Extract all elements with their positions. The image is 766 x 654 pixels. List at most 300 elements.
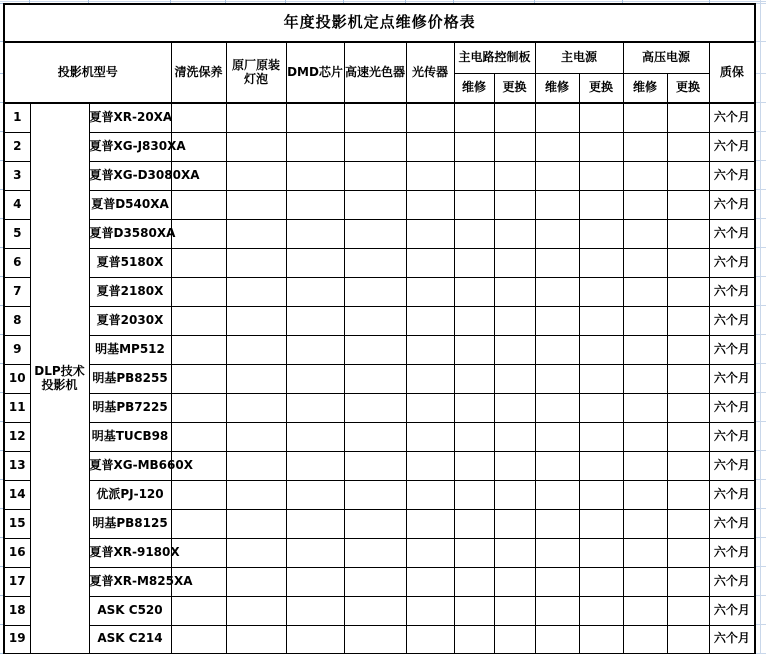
price-cell-clean [171, 248, 226, 277]
price-cell-hv-psu-replace [667, 509, 709, 538]
price-cell-main-psu-repair [535, 625, 579, 654]
gridline [756, 479, 766, 480]
price-cell-hv-psu-replace [667, 161, 709, 190]
row-number: 11 [4, 393, 30, 422]
price-cell-color-wheel [344, 596, 406, 625]
price-cell-hv-psu-replace [667, 625, 709, 654]
price-cell-color-wheel [344, 364, 406, 393]
model-cell: 明基MP512 [89, 335, 171, 364]
table-row [4, 364, 755, 393]
price-cell-mainboard-replace [494, 480, 535, 509]
header-dmd: DMD芯片 [286, 42, 344, 103]
price-cell-hv-psu-repair [623, 596, 667, 625]
price-cell-light-sensor [406, 422, 454, 451]
table-row [4, 190, 755, 219]
price-cell-main-psu-replace [579, 538, 623, 567]
price-cell-dmd [286, 451, 344, 480]
price-cell-color-wheel [344, 219, 406, 248]
table-row [4, 393, 755, 422]
price-cell-hv-psu-replace [667, 306, 709, 335]
price-cell-mainboard-repair [454, 248, 494, 277]
price-cell-light-sensor [406, 248, 454, 277]
price-cell-mainboard-repair [454, 190, 494, 219]
gridline [0, 595, 3, 596]
row-number: 17 [4, 567, 30, 596]
price-cell-color-wheel [344, 306, 406, 335]
price-cell-light-sensor [406, 306, 454, 335]
price-cell-mainboard-repair [454, 364, 494, 393]
price-cell-lamp [226, 306, 286, 335]
gridline [756, 392, 766, 393]
table-row [4, 596, 755, 625]
price-cell-dmd [286, 335, 344, 364]
model-cell: 夏普D540XA [89, 190, 171, 219]
model-cell: 夏普XR-9180X [89, 538, 171, 567]
row-number: 6 [4, 248, 30, 277]
price-cell-color-wheel [344, 132, 406, 161]
price-cell-mainboard-replace [494, 219, 535, 248]
price-cell-mainboard-replace [494, 451, 535, 480]
gridline [405, 0, 406, 3]
price-cell-hv-psu-repair [623, 277, 667, 306]
price-cell-mainboard-replace [494, 103, 535, 132]
price-cell-color-wheel [344, 625, 406, 654]
price-cell-hv-psu-repair [623, 364, 667, 393]
price-cell-mainboard-replace [494, 422, 535, 451]
gridline [756, 421, 766, 422]
table-row [4, 335, 755, 364]
price-cell-main-psu-replace [579, 509, 623, 538]
price-table [3, 3, 756, 654]
price-cell-hv-psu-replace [667, 480, 709, 509]
gridline [756, 131, 766, 132]
price-cell-hv-psu-replace [667, 538, 709, 567]
price-cell-mainboard-repair [454, 451, 494, 480]
price-cell-color-wheel [344, 538, 406, 567]
warranty-cell: 六个月 [709, 364, 755, 393]
row-number: 2 [4, 132, 30, 161]
gridline [756, 73, 766, 74]
table-row [4, 451, 755, 480]
model-cell: 夏普XG-D3080XA [89, 161, 171, 190]
price-cell-lamp [226, 248, 286, 277]
price-cell-main-psu-repair [535, 480, 579, 509]
gridline [756, 218, 766, 219]
price-cell-mainboard-repair [454, 538, 494, 567]
price-cell-lamp [226, 393, 286, 422]
gridline [170, 0, 171, 3]
table-row [4, 306, 755, 335]
price-cell-light-sensor [406, 132, 454, 161]
model-cell: 夏普5180X [89, 248, 171, 277]
model-cell: 夏普XG-MB660X [89, 451, 171, 480]
price-cell-color-wheel [344, 335, 406, 364]
row-number: 18 [4, 596, 30, 625]
gridline [756, 537, 766, 538]
price-cell-color-wheel [344, 103, 406, 132]
table-row [4, 480, 755, 509]
gridline [0, 392, 3, 393]
price-cell-light-sensor [406, 103, 454, 132]
price-cell-lamp [226, 103, 286, 132]
price-cell-hv-psu-replace [667, 248, 709, 277]
model-cell: 夏普2180X [89, 277, 171, 306]
price-cell-mainboard-repair [454, 132, 494, 161]
price-cell-mainboard-repair [454, 480, 494, 509]
gridline [756, 3, 766, 4]
price-cell-dmd [286, 161, 344, 190]
price-cell-lamp [226, 219, 286, 248]
gridline [756, 276, 766, 277]
model-cell: ASK C520 [89, 596, 171, 625]
price-cell-main-psu-replace [579, 190, 623, 219]
model-cell: 明基PB7225 [89, 393, 171, 422]
price-cell-main-psu-repair [535, 393, 579, 422]
price-cell-lamp [226, 132, 286, 161]
price-cell-lamp [226, 480, 286, 509]
model-cell: 夏普XR-M825XA [89, 567, 171, 596]
header-model: 投影机型号 [4, 42, 171, 103]
price-cell-clean [171, 335, 226, 364]
price-cell-color-wheel [344, 190, 406, 219]
model-cell: 夏普D3580XA [89, 219, 171, 248]
gridline [756, 566, 766, 567]
header-hv-psu-replace: 更换 [667, 74, 709, 104]
price-cell-color-wheel [344, 480, 406, 509]
price-cell-hv-psu-repair [623, 422, 667, 451]
warranty-cell: 六个月 [709, 451, 755, 480]
row-number: 7 [4, 277, 30, 306]
warranty-cell: 六个月 [709, 480, 755, 509]
warranty-cell: 六个月 [709, 306, 755, 335]
table-row [4, 538, 755, 567]
warranty-cell: 六个月 [709, 277, 755, 306]
table-row [4, 248, 755, 277]
price-cell-mainboard-replace [494, 132, 535, 161]
gridline [0, 102, 3, 103]
gridline [0, 421, 3, 422]
price-cell-mainboard-replace [494, 596, 535, 625]
gridline [343, 0, 344, 3]
warranty-cell: 六个月 [709, 567, 755, 596]
gridline [0, 218, 3, 219]
gridline [0, 73, 3, 74]
price-cell-color-wheel [344, 567, 406, 596]
table-row [4, 161, 755, 190]
price-cell-main-psu-replace [579, 364, 623, 393]
table-row [4, 132, 755, 161]
price-cell-lamp [226, 567, 286, 596]
price-cell-main-psu-repair [535, 190, 579, 219]
warranty-cell: 六个月 [709, 103, 755, 132]
row-number: 4 [4, 190, 30, 219]
table-row [4, 422, 755, 451]
price-cell-color-wheel [344, 161, 406, 190]
price-cell-main-psu-repair [535, 538, 579, 567]
price-cell-light-sensor [406, 364, 454, 393]
price-cell-main-psu-replace [579, 277, 623, 306]
gridline [0, 276, 3, 277]
price-cell-hv-psu-repair [623, 451, 667, 480]
row-number: 15 [4, 509, 30, 538]
price-cell-clean [171, 596, 226, 625]
price-cell-light-sensor [406, 219, 454, 248]
price-cell-hv-psu-replace [667, 132, 709, 161]
row-number: 3 [4, 161, 30, 190]
gridline [756, 624, 766, 625]
table-row [4, 625, 755, 654]
price-cell-light-sensor [406, 451, 454, 480]
header-hv-psu: 高压电源 [623, 42, 709, 74]
price-cell-main-psu-replace [579, 132, 623, 161]
gridline [0, 131, 3, 132]
price-cell-clean [171, 277, 226, 306]
gridline [285, 0, 286, 3]
header-color-wheel: 高速光色器 [344, 42, 406, 103]
price-cell-hv-psu-repair [623, 335, 667, 364]
gridline [0, 537, 3, 538]
price-cell-lamp [226, 161, 286, 190]
price-cell-clean [171, 393, 226, 422]
row-number: 13 [4, 451, 30, 480]
price-cell-dmd [286, 596, 344, 625]
header-lamp: 原厂原装灯泡 [226, 42, 286, 103]
category-cell: DLP技术投影机 [30, 103, 89, 654]
price-cell-color-wheel [344, 451, 406, 480]
price-cell-mainboard-repair [454, 219, 494, 248]
price-cell-dmd [286, 248, 344, 277]
price-cell-dmd [286, 306, 344, 335]
price-cell-mainboard-replace [494, 277, 535, 306]
gridline [0, 189, 3, 190]
price-cell-hv-psu-repair [623, 306, 667, 335]
price-cell-main-psu-repair [535, 132, 579, 161]
gridline [0, 479, 3, 480]
price-cell-light-sensor [406, 625, 454, 654]
price-cell-hv-psu-repair [623, 567, 667, 596]
gridline [756, 363, 766, 364]
price-cell-dmd [286, 190, 344, 219]
price-cell-lamp [226, 422, 286, 451]
row-number: 1 [4, 103, 30, 132]
price-cell-main-psu-repair [535, 335, 579, 364]
header-row-1 [4, 42, 755, 74]
price-cell-hv-psu-replace [667, 393, 709, 422]
price-cell-main-psu-replace [579, 625, 623, 654]
price-cell-main-psu-replace [579, 480, 623, 509]
gridline [760, 0, 761, 654]
row-number: 12 [4, 422, 30, 451]
price-cell-hv-psu-replace [667, 596, 709, 625]
price-cell-hv-psu-repair [623, 190, 667, 219]
price-cell-clean [171, 480, 226, 509]
row-number: 5 [4, 219, 30, 248]
gridline [709, 0, 710, 3]
gridline [756, 595, 766, 596]
table-row [4, 509, 755, 538]
price-cell-light-sensor [406, 161, 454, 190]
price-cell-light-sensor [406, 277, 454, 306]
price-cell-color-wheel [344, 509, 406, 538]
price-cell-dmd [286, 132, 344, 161]
price-cell-clean [171, 219, 226, 248]
warranty-cell: 六个月 [709, 132, 755, 161]
gridline [0, 334, 3, 335]
price-cell-main-psu-replace [579, 161, 623, 190]
header-light-sensor: 光传器 [406, 42, 454, 103]
page-title: 年度投影机定点维修价格表 [4, 4, 755, 42]
price-cell-hv-psu-repair [623, 509, 667, 538]
header-clean: 清洗保养 [171, 42, 226, 103]
price-cell-hv-psu-replace [667, 219, 709, 248]
price-cell-mainboard-replace [494, 509, 535, 538]
price-cell-main-psu-replace [579, 393, 623, 422]
gridline [29, 0, 30, 3]
price-cell-mainboard-repair [454, 161, 494, 190]
price-cell-mainboard-replace [494, 335, 535, 364]
price-cell-dmd [286, 509, 344, 538]
header-mainboard-repair: 维修 [454, 74, 494, 104]
model-cell: 优派PJ-120 [89, 480, 171, 509]
table-row [4, 277, 755, 306]
price-cell-mainboard-repair [454, 306, 494, 335]
price-cell-lamp [226, 335, 286, 364]
price-cell-mainboard-replace [494, 393, 535, 422]
price-cell-mainboard-replace [494, 364, 535, 393]
price-cell-main-psu-replace [579, 219, 623, 248]
gridline [756, 450, 766, 451]
warranty-cell: 六个月 [709, 219, 755, 248]
price-cell-main-psu-repair [535, 248, 579, 277]
price-cell-hv-psu-repair [623, 132, 667, 161]
gridline [0, 624, 3, 625]
row-number: 16 [4, 538, 30, 567]
gridline [756, 305, 766, 306]
row-number: 8 [4, 306, 30, 335]
model-cell: 明基PB8255 [89, 364, 171, 393]
price-cell-dmd [286, 364, 344, 393]
warranty-cell: 六个月 [709, 422, 755, 451]
price-cell-dmd [286, 538, 344, 567]
price-cell-main-psu-repair [535, 161, 579, 190]
price-cell-dmd [286, 567, 344, 596]
gridline [88, 0, 89, 3]
price-cell-mainboard-repair [454, 422, 494, 451]
price-cell-clean [171, 190, 226, 219]
price-cell-lamp [226, 190, 286, 219]
price-cell-main-psu-replace [579, 422, 623, 451]
price-cell-hv-psu-replace [667, 451, 709, 480]
price-cell-mainboard-replace [494, 567, 535, 596]
table-row [4, 103, 755, 132]
price-cell-dmd [286, 422, 344, 451]
row-number: 19 [4, 625, 30, 654]
table-row [4, 219, 755, 248]
price-cell-light-sensor [406, 335, 454, 364]
price-cell-hv-psu-repair [623, 248, 667, 277]
price-cell-mainboard-replace [494, 161, 535, 190]
price-cell-dmd [286, 393, 344, 422]
price-cell-main-psu-repair [535, 103, 579, 132]
price-cell-color-wheel [344, 422, 406, 451]
price-cell-lamp [226, 596, 286, 625]
header-main-psu-repair: 维修 [535, 74, 579, 104]
gridline [0, 566, 3, 567]
row-number: 10 [4, 364, 30, 393]
price-cell-main-psu-repair [535, 306, 579, 335]
header-warranty: 质保 [709, 42, 755, 103]
price-cell-mainboard-replace [494, 306, 535, 335]
price-cell-mainboard-repair [454, 509, 494, 538]
gridline [0, 41, 3, 42]
price-cell-light-sensor [406, 480, 454, 509]
price-cell-hv-psu-replace [667, 567, 709, 596]
gridline [756, 102, 766, 103]
price-cell-main-psu-repair [535, 364, 579, 393]
price-cell-mainboard-replace [494, 248, 535, 277]
gridline [756, 334, 766, 335]
price-cell-light-sensor [406, 190, 454, 219]
price-cell-dmd [286, 277, 344, 306]
gridline [0, 160, 3, 161]
price-cell-clean [171, 364, 226, 393]
gridline [0, 247, 3, 248]
price-cell-main-psu-replace [579, 248, 623, 277]
gridline [0, 1, 766, 2]
warranty-cell: 六个月 [709, 190, 755, 219]
gridline [756, 247, 766, 248]
title-row [4, 4, 755, 42]
price-cell-hv-psu-repair [623, 480, 667, 509]
price-cell-light-sensor [406, 596, 454, 625]
price-cell-lamp [226, 364, 286, 393]
price-cell-mainboard-repair [454, 596, 494, 625]
price-cell-dmd [286, 103, 344, 132]
model-cell: 夏普XG-J830XA [89, 132, 171, 161]
warranty-cell: 六个月 [709, 538, 755, 567]
gridline [534, 0, 535, 3]
price-cell-main-psu-repair [535, 596, 579, 625]
model-cell: 夏普XR-20XA [89, 103, 171, 132]
header-mainboard: 主电路控制板 [454, 42, 535, 74]
price-cell-main-psu-replace [579, 103, 623, 132]
price-cell-hv-psu-repair [623, 393, 667, 422]
price-cell-clean [171, 103, 226, 132]
model-cell: 明基PB8125 [89, 509, 171, 538]
gridline [756, 41, 766, 42]
price-cell-mainboard-replace [494, 190, 535, 219]
price-cell-dmd [286, 219, 344, 248]
gridline [0, 450, 3, 451]
gridline [756, 508, 766, 509]
price-cell-main-psu-replace [579, 306, 623, 335]
gridline [0, 305, 3, 306]
model-cell: ASK C214 [89, 625, 171, 654]
price-cell-hv-psu-replace [667, 277, 709, 306]
price-cell-main-psu-replace [579, 596, 623, 625]
price-cell-main-psu-replace [579, 567, 623, 596]
warranty-cell: 六个月 [709, 509, 755, 538]
gridline [756, 189, 766, 190]
price-cell-hv-psu-repair [623, 625, 667, 654]
price-cell-hv-psu-repair [623, 103, 667, 132]
price-cell-mainboard-repair [454, 103, 494, 132]
price-cell-main-psu-repair [535, 422, 579, 451]
price-cell-clean [171, 306, 226, 335]
gridline [622, 0, 623, 3]
header-hv-psu-repair: 维修 [623, 74, 667, 104]
price-cell-mainboard-repair [454, 277, 494, 306]
